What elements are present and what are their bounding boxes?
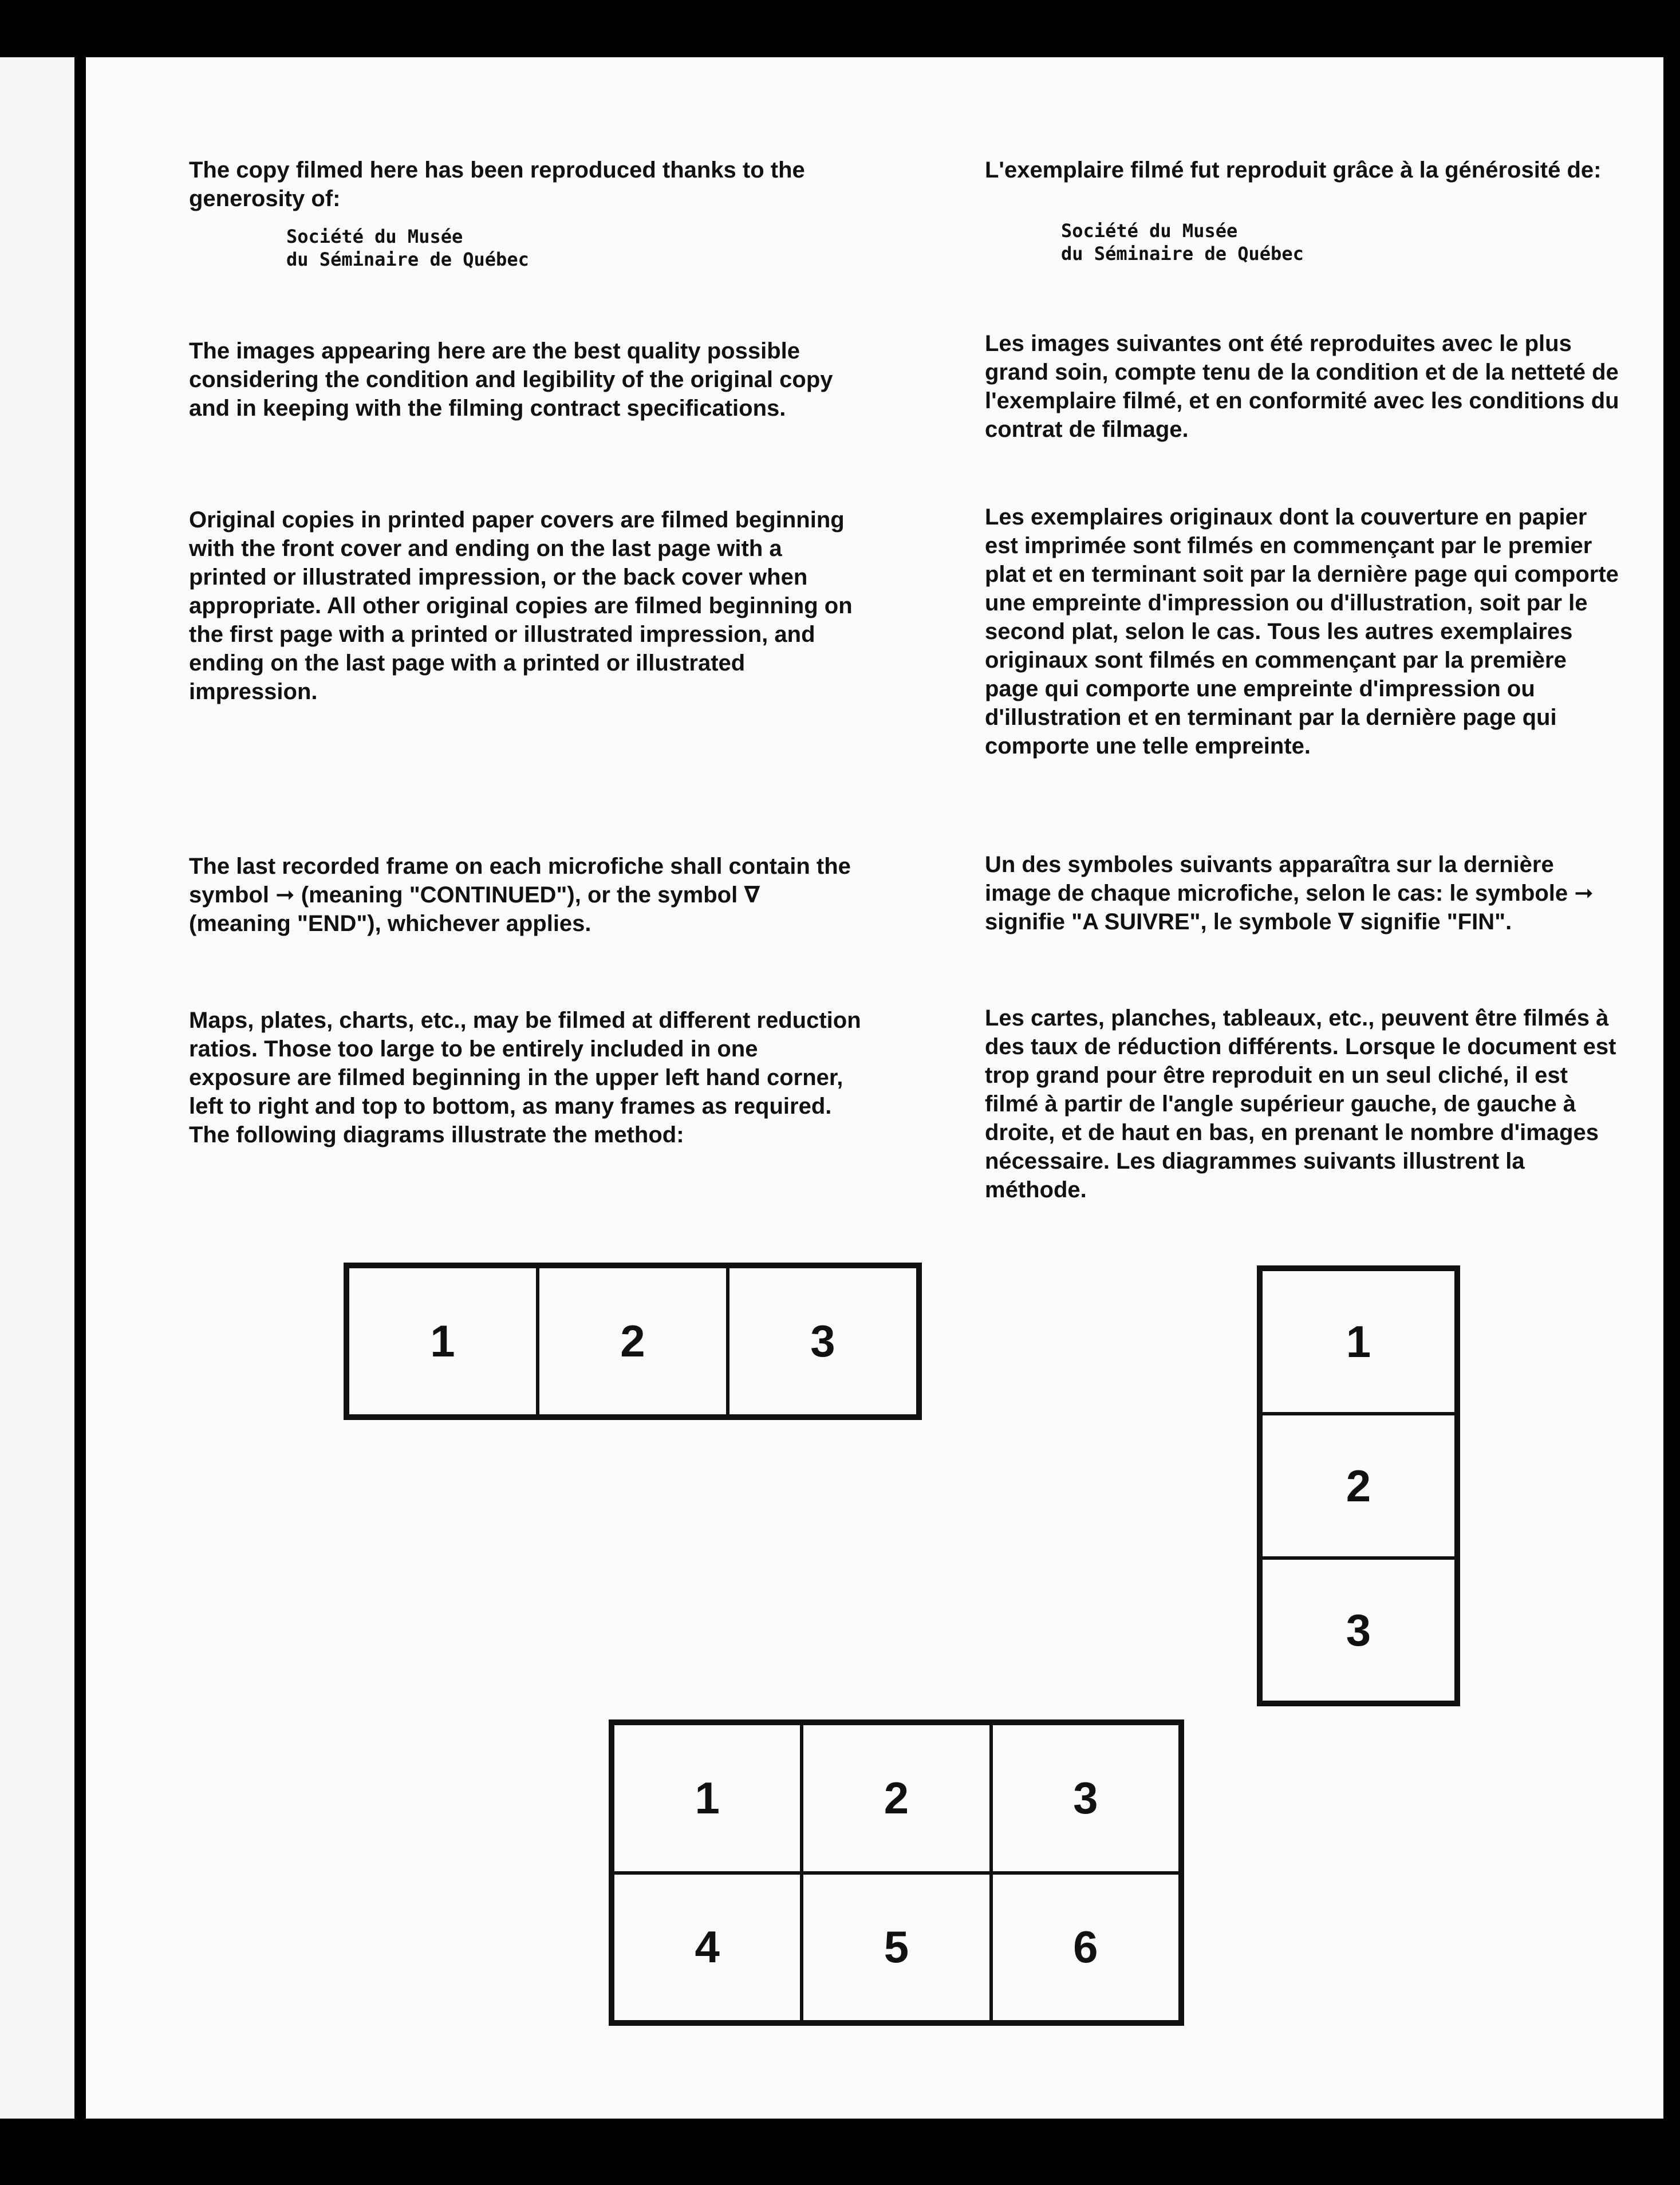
diagram-horizontal-frames [344,1263,922,1420]
en-symbol-text: The last recorded frame on each microfiche shall contain the symbol ➞ (meaning "CONTINUED"), or the symbol ∇ (meaning "END"), whichever applies. [189,854,851,936]
en-donor-line-1: Société du Musée [286,226,463,247]
frame-cell: 2 [802,1723,991,1873]
frame-cell: 2 [1261,1414,1456,1558]
frame-cell: 3 [728,1267,918,1416]
en-donor-name [286,225,687,271]
diagram-grid-frames [609,1719,1184,2026]
frame-cell: 1 [348,1267,538,1416]
fr-donor-line-2: du Séminaire de Québec [1061,243,1304,265]
fr-quality-text: Les images suivantes ont été reproduites avec le plus grand soin, compte tenu de la condition et de la netteté de l'exemplaire filmé, et en conformité avec les conditions du contrat de filmage. [985,331,1619,442]
frame-cell: 4 [613,1873,802,2022]
en-quality-text: The images appearing here are the best quality possible considering the condition and legibility of the original copy and in keeping with the filming contract specifications. [189,338,833,421]
fr-symbol-text: Un des symboles suivants apparaîtra sur la dernière image de chaque microfiche, selon le cas: le symbole ➞ signifie "A SUIVRE", le symbole ∇ signifie "FIN". [985,852,1594,934]
en-donor-line-2: du Séminaire de Québec [286,249,529,270]
frame-cell: 1 [1261,1269,1456,1414]
scan-top-border [0,0,1680,57]
frame-cell: 3 [991,1723,1180,1873]
fr-original-copies-text: Les exemplaires originaux dont la couverture en papier est imprimée sont filmés en commençant par le premier plat et en terminant soit par la dernière page qui comporte une empreinte d'impression ou d'illustration, soit par le second plat, selon le cas. Tous les autres exemplaires originaux sont filmés en commençant par la première page qui comporte une empreinte d'impression ou d'illustration et en terminant par la dernière page qui comporte une telle empreinte. [985,504,1619,759]
en-generosity-text: The copy filmed here has been reproduced thanks to the generosity of: [189,157,805,211]
fr-generosity-text: L'exemplaire filmé fut reproduit grâce à la générosité de: [985,157,1602,183]
diagram-vertical-frames [1257,1265,1460,1706]
frame-cell: 5 [802,1873,991,2022]
scan-left-margin [0,57,74,2185]
en-original-copies-text: Original copies in printed paper covers are filmed beginning with the front cover and ending on the last page with a printed or illustrated impression, or the back cover when appropriate. All other original copies are filmed beginning on the first page with a printed or illustrated impression, and ending on the last page with a printed or illustrated impression. [189,507,853,704]
frame-cell: 2 [538,1267,728,1416]
frame-cell: 1 [613,1723,802,1873]
frame-cell: 3 [1261,1558,1456,1702]
frame-cell: 6 [991,1873,1180,2022]
scan-right-border [1663,0,1680,2185]
scan-bottom-border [0,2119,1680,2185]
fr-maps-text: Les cartes, planches, tableaux, etc., peuvent être filmés à des taux de réduction différents. Lorsque le document est trop grand pour être reproduit en un seul cliché, il est filmé à partir de l'angle supérieur gauche, de gauche à droite, et de haut en bas, en prenant le nombre d'images nécessaire. Les diagrammes suivants illustrent la méthode. [985,1005,1616,1202]
fr-donor-name [1061,219,1462,265]
fr-donor-line-1: Société du Musée [1061,220,1238,242]
en-maps-text: Maps, plates, charts, etc., may be filmed at different reduction ratios. Those too large to be entirely included in one exposure are filmed beginning in the upper left hand corner, left to right and top to bottom, as many frames as required. The following diagrams illustrate the method: [189,1008,861,1147]
